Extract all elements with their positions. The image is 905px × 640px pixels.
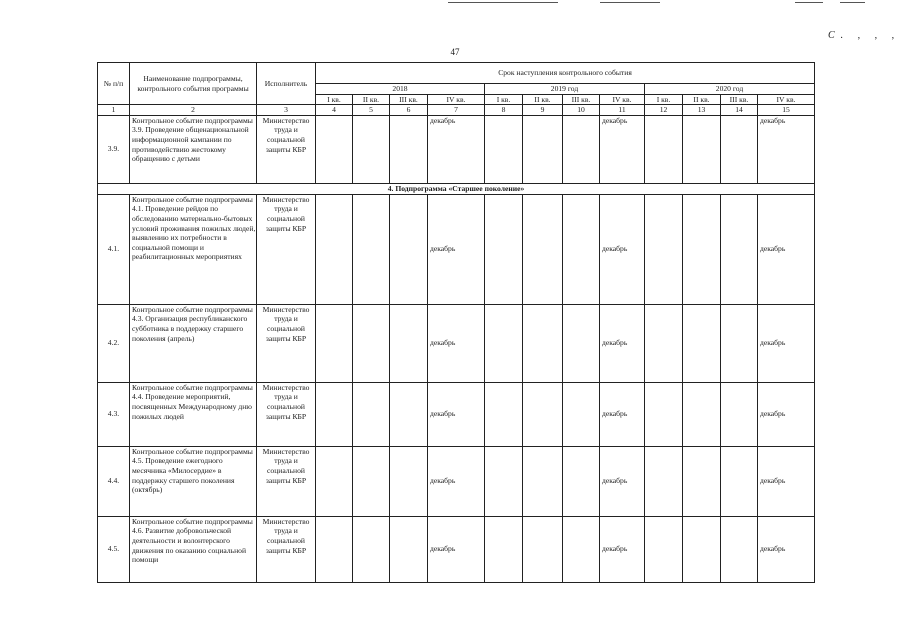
col-number: 8 (485, 105, 523, 116)
table-row (98, 115, 815, 183)
row-number: 4.5. (98, 516, 130, 582)
col-number: 7 (428, 105, 485, 116)
header-year-2019: 2019 год (485, 84, 645, 95)
row-q4-2020: декабрь (758, 115, 815, 183)
col-number: 12 (645, 105, 683, 116)
row-q4-2018: декабрь (428, 115, 485, 183)
header-executor: Исполнитель (257, 63, 316, 105)
section-header-row (98, 183, 815, 194)
row-executor: Министерство труда и социальной защиты КБР (257, 516, 316, 582)
header-name: Наименование подпрограммы, контрольного события программы (130, 63, 257, 105)
top-rule-4 (840, 2, 865, 3)
section-title: 4. Подпрограмма «Старшее поколение» (98, 183, 815, 194)
col-number: 4 (316, 105, 353, 116)
row-q4-2018: декабрь (428, 194, 485, 304)
header-quarter: I кв. (645, 94, 683, 105)
header-quarter: II кв. (523, 94, 563, 105)
top-rule-1 (448, 2, 558, 3)
row-executor: Министерство труда и социальной защиты КБР (257, 115, 316, 183)
row-number: 4.2. (98, 304, 130, 382)
row-event-name: Контрольное событие подпрограммы 4.6. Развитие добровольческой деятельности и волонтерского движения по оказанию социальной помощи (130, 516, 257, 582)
header-period: Срок наступления контрольного события (316, 63, 815, 84)
row-event-name: Контрольное событие подпрограммы 4.1. Проведение рейдов по обследованию материально-бытовых условий проживания пожилых людей, выявлению их потребности в социальной помощи и реабилитационных мероприятиях (130, 194, 257, 304)
row-q4-2019: декабрь (600, 304, 645, 382)
control-events-table (97, 62, 815, 583)
col-number: 6 (390, 105, 428, 116)
header-quarter: IV кв. (428, 94, 485, 105)
row-number: 4.1. (98, 194, 130, 304)
row-number: 3.9. (98, 115, 130, 183)
row-event-name: Контрольное событие подпрограммы 4.5. Проведение ежегодного месячника «Милосердие» в поддержку старшего поколения (октябрь) (130, 446, 257, 516)
header-quarter: I кв. (316, 94, 353, 105)
top-rule-3 (795, 2, 823, 3)
row-q4-2020: декабрь (758, 516, 815, 582)
row-q4-2018: декабрь (428, 382, 485, 446)
header-row-1 (98, 63, 815, 84)
row-q4-2020: декабрь (758, 304, 815, 382)
row-event-name: Контрольное событие подпрограммы 3.9. Проведение общенациональной информационной кампании по противодействию жестокому обращению с детьми (130, 115, 257, 183)
row-q4-2019: декабрь (600, 194, 645, 304)
header-year-2018: 2018 (316, 84, 485, 95)
col-number: 11 (600, 105, 645, 116)
header-quarter: II кв. (353, 94, 390, 105)
header-quarter: III кв. (721, 94, 758, 105)
row-event-name: Контрольное событие подпрограммы 4.4. Проведение мероприятий, посвященных Международному дню пожилых людей (130, 382, 257, 446)
row-q4-2020: декабрь (758, 382, 815, 446)
col-number: 5 (353, 105, 390, 116)
table-row (98, 304, 815, 382)
row-q4-2020: декабрь (758, 446, 815, 516)
row-number: 4.4. (98, 446, 130, 516)
header-quarter: IV кв. (758, 94, 815, 105)
row-q4-2019: декабрь (600, 516, 645, 582)
col-number: 9 (523, 105, 563, 116)
header-num: № п/п (98, 63, 130, 105)
col-number: 15 (758, 105, 815, 116)
row-q4-2019: декабрь (600, 382, 645, 446)
row-executor: Министерство труда и социальной защиты КБР (257, 382, 316, 446)
row-q4-2018: декабрь (428, 516, 485, 582)
top-rule-2 (600, 2, 660, 3)
row-event-name: Контрольное событие подпрограммы 4.3. Организация республиканского субботника в поддержку старшего поколения (апрель) (130, 304, 257, 382)
col-number: 14 (721, 105, 758, 116)
row-executor: Министерство труда и социальной защиты КБР (257, 304, 316, 382)
header-year-2020: 2020 год (645, 84, 815, 95)
header-row-colnums (98, 105, 815, 116)
row-executor: Министерство труда и социальной защиты КБР (257, 194, 316, 304)
header-quarter: III кв. (390, 94, 428, 105)
row-q4-2019: декабрь (600, 446, 645, 516)
header-quarter: III кв. (563, 94, 600, 105)
header-quarter: I кв. (485, 94, 523, 105)
table-row (98, 382, 815, 446)
col-number: 1 (98, 105, 130, 116)
header-quarter: II кв. (683, 94, 721, 105)
row-q4-2019: декабрь (600, 115, 645, 183)
page-number: 47 (450, 47, 460, 57)
table-row (98, 194, 815, 304)
col-number: 13 (683, 105, 721, 116)
row-q4-2018: декабрь (428, 304, 485, 382)
col-number: 10 (563, 105, 600, 116)
row-q4-2018: декабрь (428, 446, 485, 516)
table-row (98, 446, 815, 516)
col-number: 3 (257, 105, 316, 116)
row-number: 4.3. (98, 382, 130, 446)
table-row (98, 516, 815, 582)
row-q4-2020: декабрь (758, 194, 815, 304)
row-executor: Министерство труда и социальной защиты КБР (257, 446, 316, 516)
col-number: 2 (130, 105, 257, 116)
handwritten-mark: С. , , , (828, 30, 901, 41)
header-quarter: IV кв. (600, 94, 645, 105)
